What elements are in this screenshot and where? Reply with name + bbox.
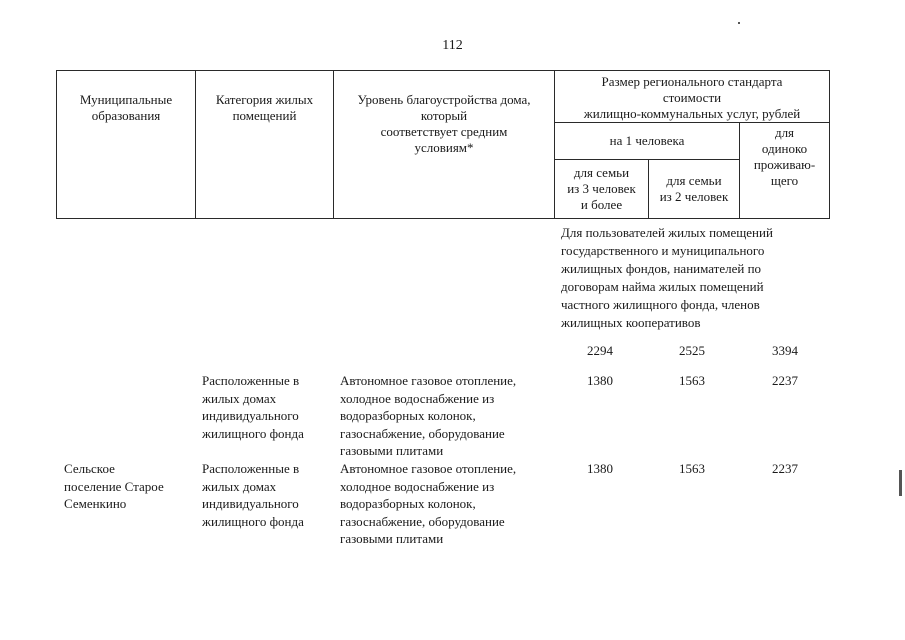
row-value-family3: 1380 [587,373,613,388]
general-value-family3: 2294 [587,343,613,358]
header-per-person: на 1 человека [555,123,740,160]
row-value-family2: 1563 [679,373,705,388]
header-municipality: Муниципальные образования [57,71,196,219]
table-header [56,70,830,219]
header-level: Уровень благоустройства дома, который соответствует средним условиям* [334,71,555,219]
row-value-family3: 1380 [587,461,613,476]
general-value-family2: 2525 [679,343,705,358]
row-value-single: 2237 [772,373,798,388]
header-single: для одиноко проживаю- щего [740,123,830,219]
header-standard: Размер регионального стандарта стоимости жилищно-коммунальных услуг, рублей [555,71,830,123]
row-municipality: Сельское поселение Старое Семенкино [64,461,164,511]
scan-edge-mark [899,470,902,496]
header-family3: для семьи из 3 человек и более [555,160,649,219]
users-note: Для пользователей жилых помещений государственного и муниципального жилищных фондов, нанимателей по договорам найма жилых помещений частного жилищного фонда, членов жилищных кооперативов [561,225,773,330]
header-category: Категория жилых помещений [196,71,334,219]
row-level: Автономное газовое отопление, холодное водоснабжение из водоразборных колонок, газоснабжение, оборудование газовыми плитами [340,461,517,546]
row-level: Автономное газовое отопление, холодное водоснабжение из водоразборных колонок, газоснабжение, оборудование газовыми плитами [340,373,517,458]
header-family2: для семьи из 2 человек [649,160,740,219]
general-value-single: 3394 [772,343,798,358]
scan-dust-speck [738,22,740,24]
row-value-family2: 1563 [679,461,705,476]
page-number: 112 [442,38,463,53]
row-category: Расположенные в жилых домах индивидуального жилищного фонда [202,373,304,441]
row-category: Расположенные в жилых домах индивидуального жилищного фонда [202,461,304,529]
row-value-single: 2237 [772,461,798,476]
